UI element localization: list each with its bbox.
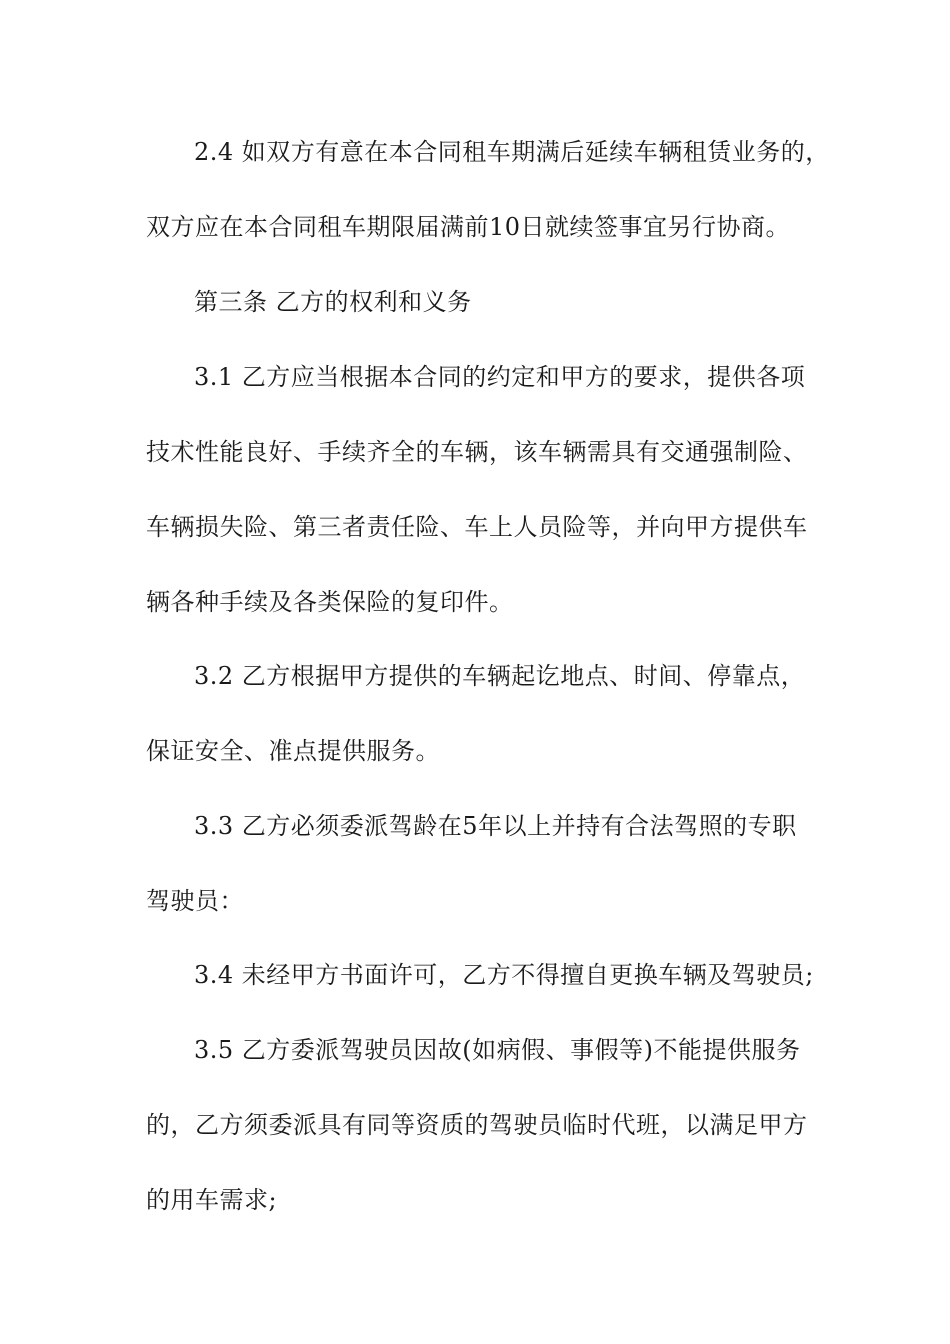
clause-3-2-line-1: 3.2 乙方根据甲方提供的车辆起讫地点、时间、停靠点， — [194, 662, 806, 690]
clause-3-4-line-1: 3.4 未经甲方书面许可，乙方不得擅自更换车辆及驾驶员; — [194, 961, 814, 989]
article-3-heading: 第三条 乙方的权利和义务 — [194, 288, 472, 316]
clause-3-3-line-2: 驾驶员： — [146, 887, 244, 915]
clause-3-2-line-2: 保证安全、准点提供服务。 — [146, 737, 440, 765]
clause-3-5-line-2: 的，乙方须委派具有同等资质的驾驶员临时代班，以满足甲方 — [146, 1111, 808, 1139]
clause-2-4-line-1: 2.4 如双方有意在本合同租车期满后延续车辆租赁业务的， — [194, 138, 830, 166]
clause-3-5-line-3: 的用车需求; — [146, 1186, 278, 1214]
clause-3-1-line-1: 3.1 乙方应当根据本合同的约定和甲方的要求，提供各项 — [194, 363, 806, 391]
clause-3-1-line-2: 技术性能良好、手续齐全的车辆，该车辆需具有交通强制险、 — [146, 438, 808, 466]
clause-3-1-line-3: 车辆损失险、第三者责任险、车上人员险等，并向甲方提供车 — [146, 513, 808, 541]
clause-3-1-line-4: 辆各种手续及各类保险的复印件。 — [146, 588, 514, 616]
clause-2-4-line-2: 双方应在本合同租车期限届满前10日就续签事宜另行协商。 — [146, 213, 791, 241]
clause-3-5-line-1: 3.5 乙方委派驾驶员因故(如病假、事假等)不能提供服务 — [194, 1036, 801, 1064]
clause-3-3-line-1: 3.3 乙方必须委派驾龄在5年以上并持有合法驾照的专职 — [194, 812, 797, 840]
